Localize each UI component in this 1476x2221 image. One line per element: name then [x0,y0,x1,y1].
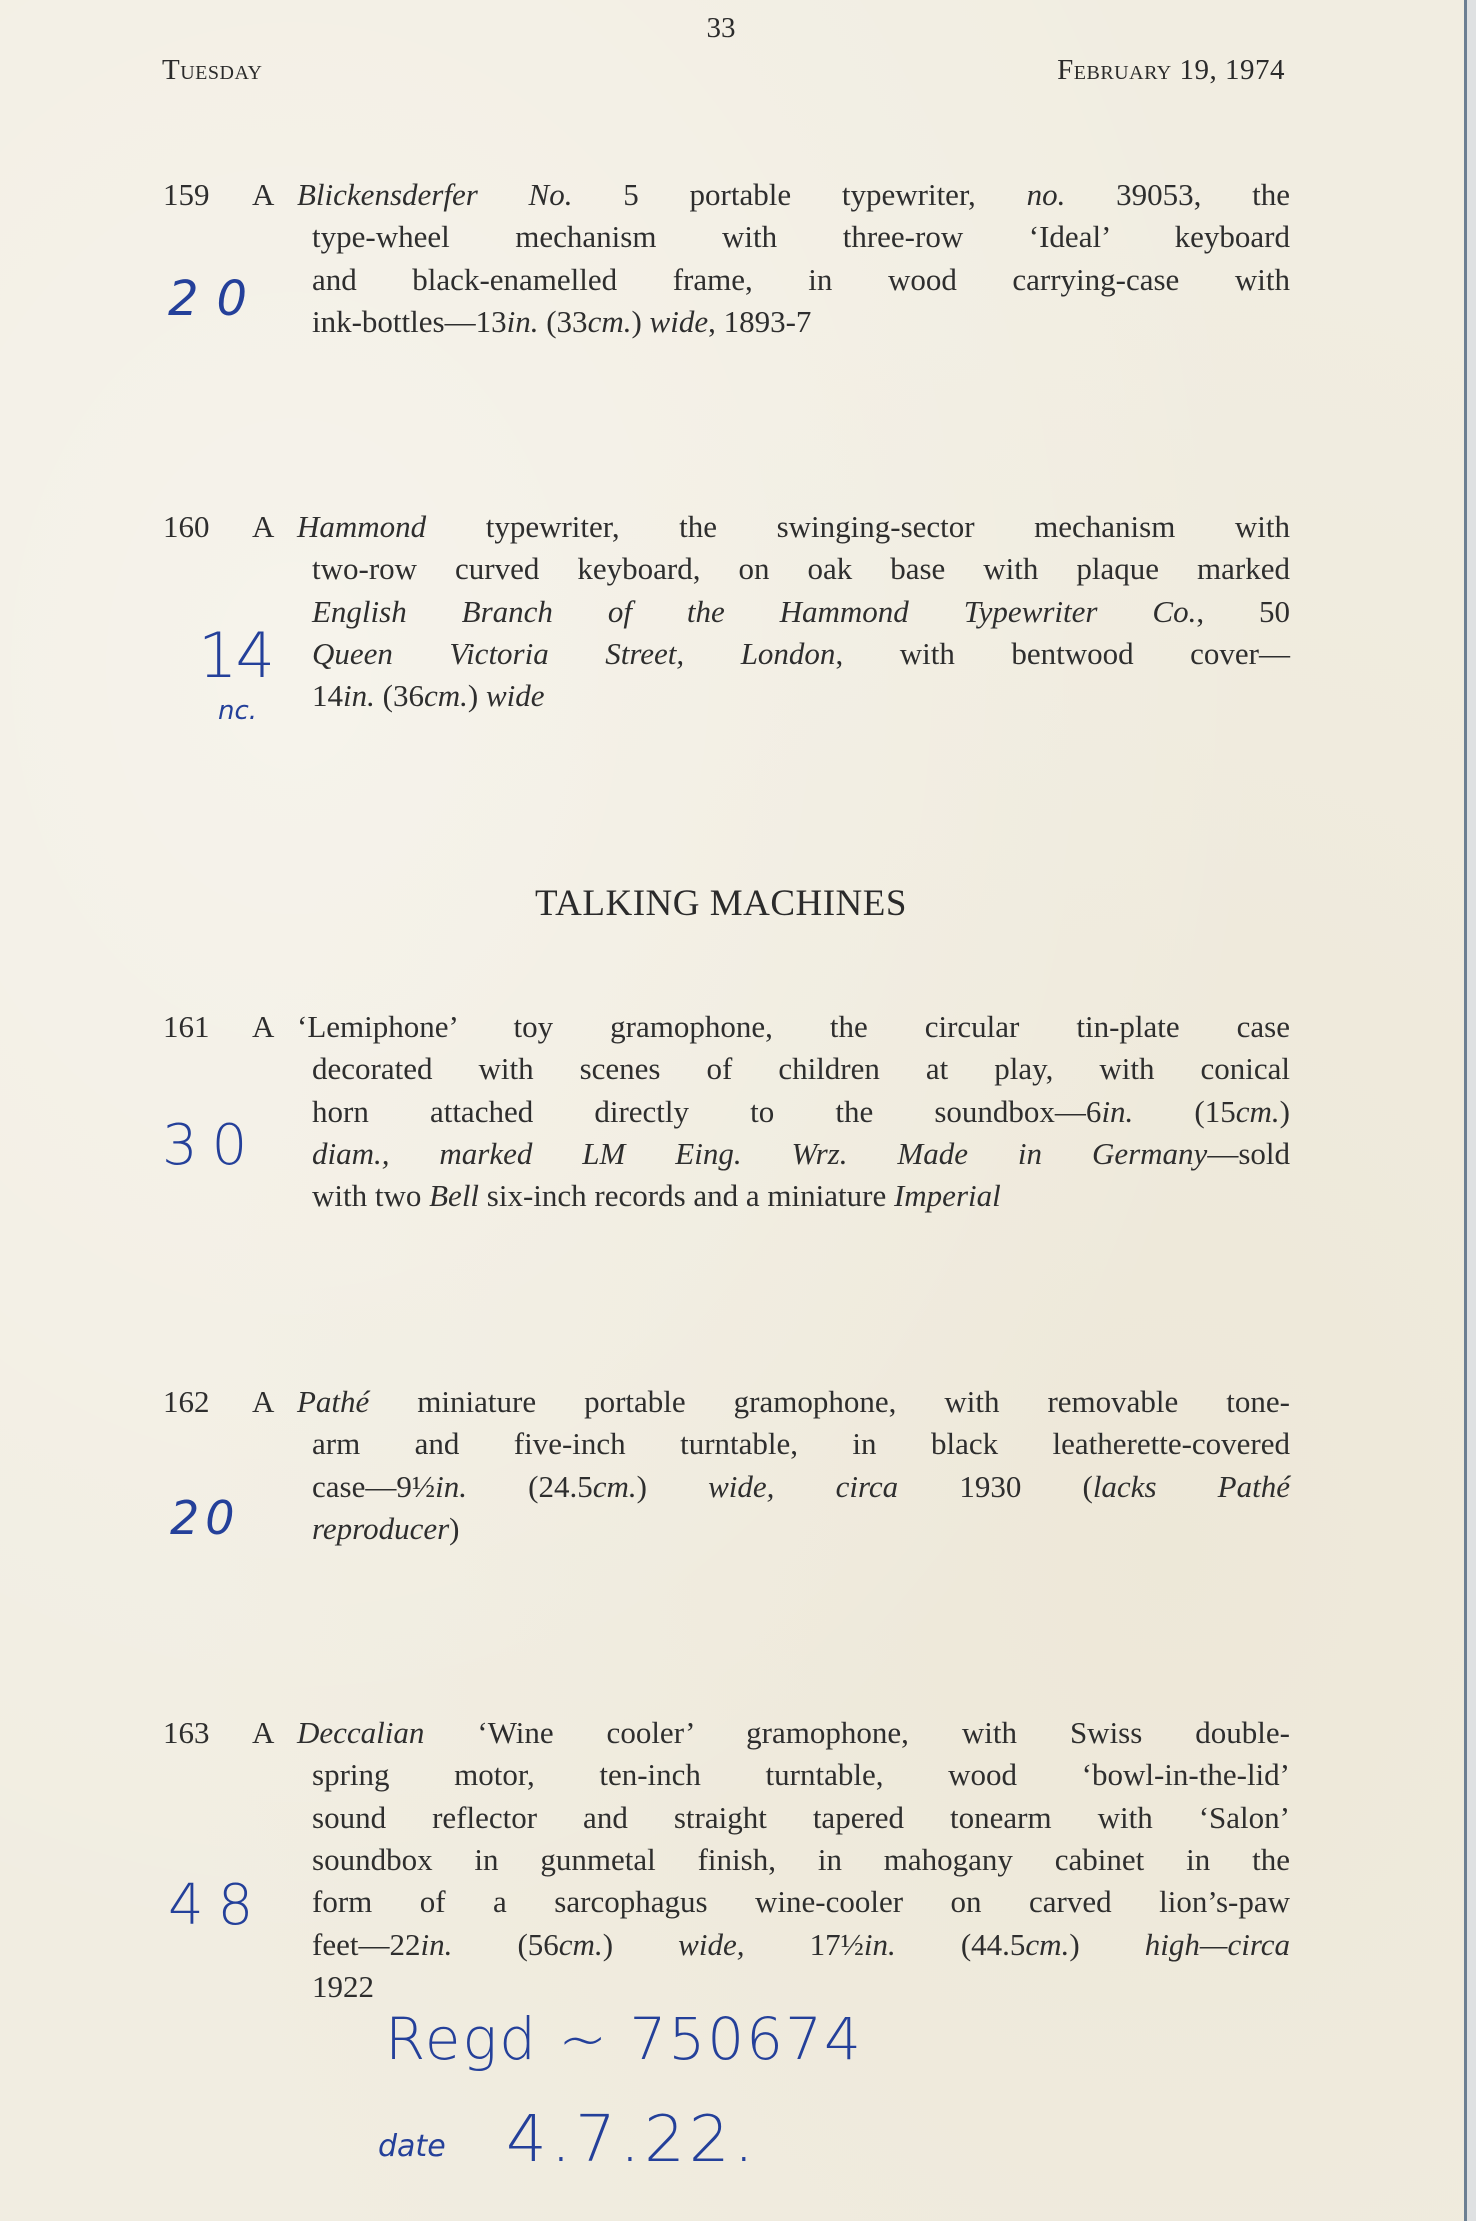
lot-description-line: Queen Victoria Street, London, with bentwood cover— [312,635,1290,671]
page-number: 33 [706,12,736,44]
lot-article: A [252,177,275,212]
lot-description-line: type-wheel mechanism with three-row ‘Ideal’ keyboard [312,219,1290,255]
lot-description-line: Pathé miniature portable gramophone, with removable tone- [297,1384,1290,1419]
lot-description-line: decorated with scenes of children at play, with conical [312,1051,1290,1087]
running-head-day: Tuesday [162,54,263,86]
lot-article: A [252,1384,275,1419]
lot-description-line: 14in. (36cm.) wide [312,678,545,714]
lot-description-line: Deccalian ‘Wine cooler’ gramophone, with Swiss double- [297,1715,1290,1750]
lot-description-line: spring motor, ten-inch turntable, wood ‘bowl-in-the-lid’ [312,1757,1290,1793]
handwritten-date-label: date [378,2129,446,2164]
lot-description-line: with two Bell six-inch records and a miniature Imperial [312,1178,1001,1214]
handwritten-price-161: 30 [162,1113,262,1178]
lot-article: A [252,509,275,544]
lot-description-line: diam., marked LM Eing. Wrz. Made in Germany—sold [312,1135,1290,1171]
lot-description-line: English Branch of the Hammond Typewriter Co., 50 [312,593,1290,629]
page-edge [1464,0,1467,2221]
lot-article: A [252,1715,275,1750]
lot-number: 162 [163,1384,210,1419]
handwritten-price-163: 48 [168,1873,268,1938]
lot-description-line: ‘Lemiphone’ toy gramophone, the circular tin-plate case [297,1009,1290,1044]
running-head-date: February 19, 1974 [1057,54,1285,86]
handwritten-note-160: nc. [218,696,258,726]
lot-description-line: Blickensderfer No. 5 portable typewriter, no. 39053, the [297,177,1290,212]
lot-article: A [252,1009,275,1044]
section-heading: TALKING MACHINES [535,883,907,924]
lot-description-line: case—9½in. (24.5cm.) wide, circa 1930 (lacks Pathé [312,1468,1290,1504]
lot-description-line: 1922 [312,1968,374,2004]
lot-description-line: ink-bottles—13in. (33cm.) wide, 1893-7 [312,303,812,339]
handwritten-registration: Regd ~ 750674 [385,2005,863,2073]
lot-description-line: form of a sarcophagus wine-cooler on carved lion’s-paw [312,1884,1290,1920]
handwritten-date: 4.7.22. [506,2103,758,2177]
lot-number: 159 [163,177,210,212]
lot-description-line: feet—22in. (56cm.) wide, 17½in. (44.5cm.) high—circa [312,1926,1291,1962]
lot-number: 160 [163,509,210,544]
lot-description-line: two-row curved keyboard, on oak base with plaque marked [312,551,1290,587]
lot-description-line: soundbox in gunmetal finish, in mahogany cabinet in the [312,1841,1290,1877]
handwritten-price-160: 14 [198,619,273,692]
handwritten-price-159: 20 [168,271,266,327]
lot-number: 163 [163,1715,210,1750]
handwritten-price-162: 20 [170,1491,241,1545]
lot-number: 161 [163,1009,210,1044]
lot-description-line: Hammond typewriter, the swinging-sector mechanism with [297,509,1290,544]
lot-description-line: sound reflector and straight tapered tonearm with ‘Salon’ [312,1799,1290,1835]
lot-description-line: arm and five-inch turntable, in black leatherette-covered [312,1426,1290,1462]
lot-description-line: reproducer) [312,1510,460,1546]
lot-description-line: and black-enamelled frame, in wood carrying-case with [312,261,1290,297]
lot-description-line: horn attached directly to the soundbox—6in. (15cm.) [312,1093,1290,1129]
